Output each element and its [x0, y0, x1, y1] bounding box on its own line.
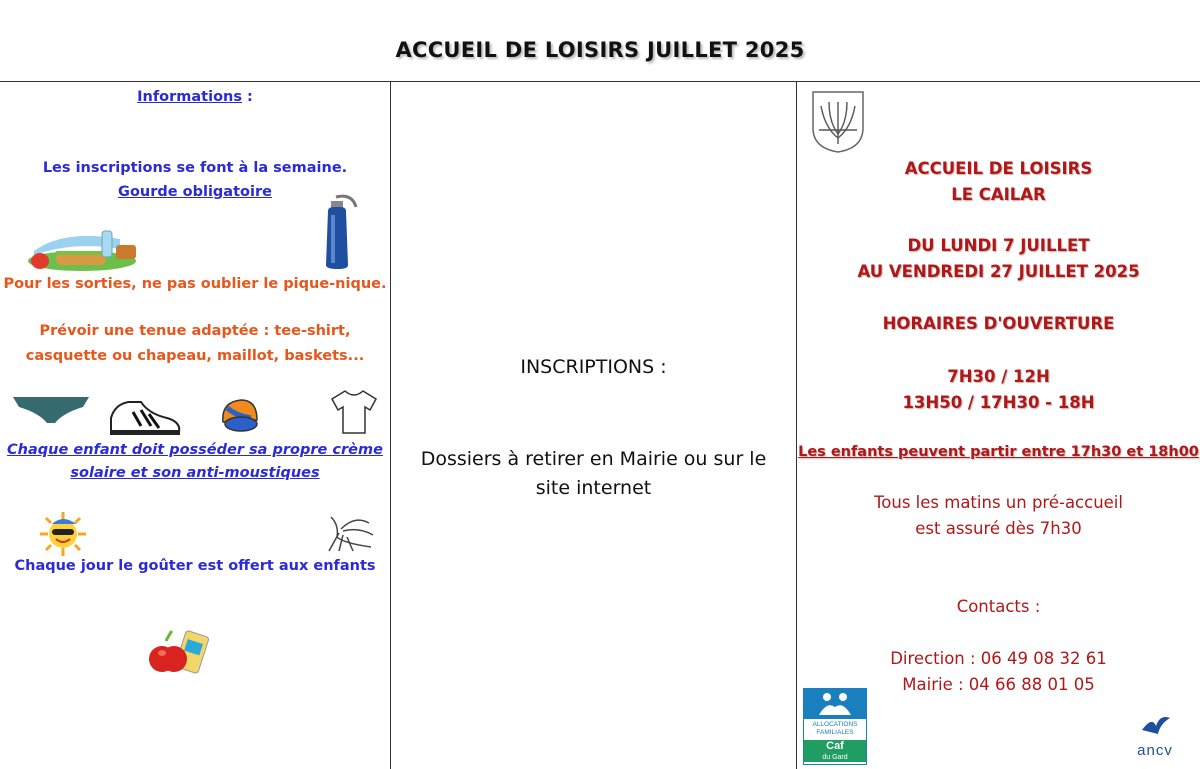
mairie-phone: Mairie : 04 66 88 01 05: [902, 675, 1095, 694]
horaires-line2: 13H50 / 17H30 - 18H: [902, 393, 1095, 412]
caf-line4: du Gard: [804, 753, 866, 762]
direction-phone: Direction : 06 49 08 32 61: [890, 649, 1107, 668]
bottle-icon: [102, 231, 112, 257]
inscriptions-week-text: Les inscriptions se font à la semaine.: [42, 160, 348, 176]
sun-icon: [40, 512, 86, 556]
contacts-title: Contacts :: [956, 597, 1041, 616]
snack-image: [148, 625, 222, 681]
info-heading-line: [0, 89, 390, 105]
ancv-text: ancv: [1137, 742, 1173, 759]
info-heading: Informations: [137, 89, 242, 105]
water-bottle-image: [322, 193, 362, 271]
inscriptions-heading: INSCRIPTIONS :: [520, 356, 667, 378]
creme-line1: Chaque enfant doit posséder sa propre crème: [7, 442, 383, 458]
preaccueil-line1: Tous les matins un pré-accueil: [874, 493, 1123, 512]
gouter-text: Chaque jour le goûter est offert aux enfants: [14, 558, 376, 574]
town-crest-logo: [809, 88, 867, 154]
tomato-icon: [31, 253, 49, 269]
center-name-line2: LE CAILAR: [951, 185, 1046, 204]
cap-icon: [217, 396, 261, 436]
center-name-line1: ACCUEIL DE LOISIRS: [904, 159, 1093, 178]
dossiers-line1: Dossiers à retirer en Mairie ou sur le: [420, 448, 767, 470]
dossiers-line2: site internet: [535, 477, 652, 499]
swimsuit-icon: [11, 393, 91, 425]
depart-text: Les enfants peuvent partir entre 17h30 et 18h00: [798, 444, 1199, 460]
sneaker-icon: [107, 396, 183, 438]
tenue-line2: casquette ou chapeau, maillot, baskets...: [25, 348, 365, 364]
caf-line1: ALLOCATIONS: [812, 721, 858, 728]
ancv-logo: [1122, 712, 1188, 764]
mosquito-icon: [325, 513, 375, 553]
gourde-text: Gourde obligatoire: [118, 184, 272, 200]
caf-line3: Caf: [804, 740, 866, 753]
preaccueil-line2: est assuré dès 7h30: [915, 519, 1082, 538]
caf-line2: FAMILIALES: [816, 729, 854, 736]
header-divider: [0, 81, 1200, 82]
creme-line2: solaire et son anti-moustiques: [70, 465, 320, 481]
dates-line2: AU VENDREDI 27 JUILLET 2025: [857, 262, 1140, 281]
sorties-text: Pour les sorties, ne pas oublier le pique-nique.: [3, 276, 387, 292]
picnic-image: [24, 225, 140, 273]
ancv-bird-icon: [1138, 712, 1172, 738]
horaires-title: HORAIRES D'OUVERTURE: [882, 314, 1115, 333]
page-title: ACCUEIL DE LOISIRS JUILLET 2025: [395, 38, 805, 62]
tenue-line1: Prévoir une tenue adaptée : tee-shirt,: [39, 323, 351, 339]
info-colon: :: [242, 89, 253, 105]
tshirt-icon: [329, 388, 379, 436]
caf-figure-icon: [815, 691, 855, 717]
dates-line1: DU LUNDI 7 JUILLET: [907, 236, 1090, 255]
horaires-line1: 7H30 / 12H: [947, 367, 1050, 386]
caf-logo: [803, 688, 867, 765]
column-divider-left: [390, 82, 391, 769]
